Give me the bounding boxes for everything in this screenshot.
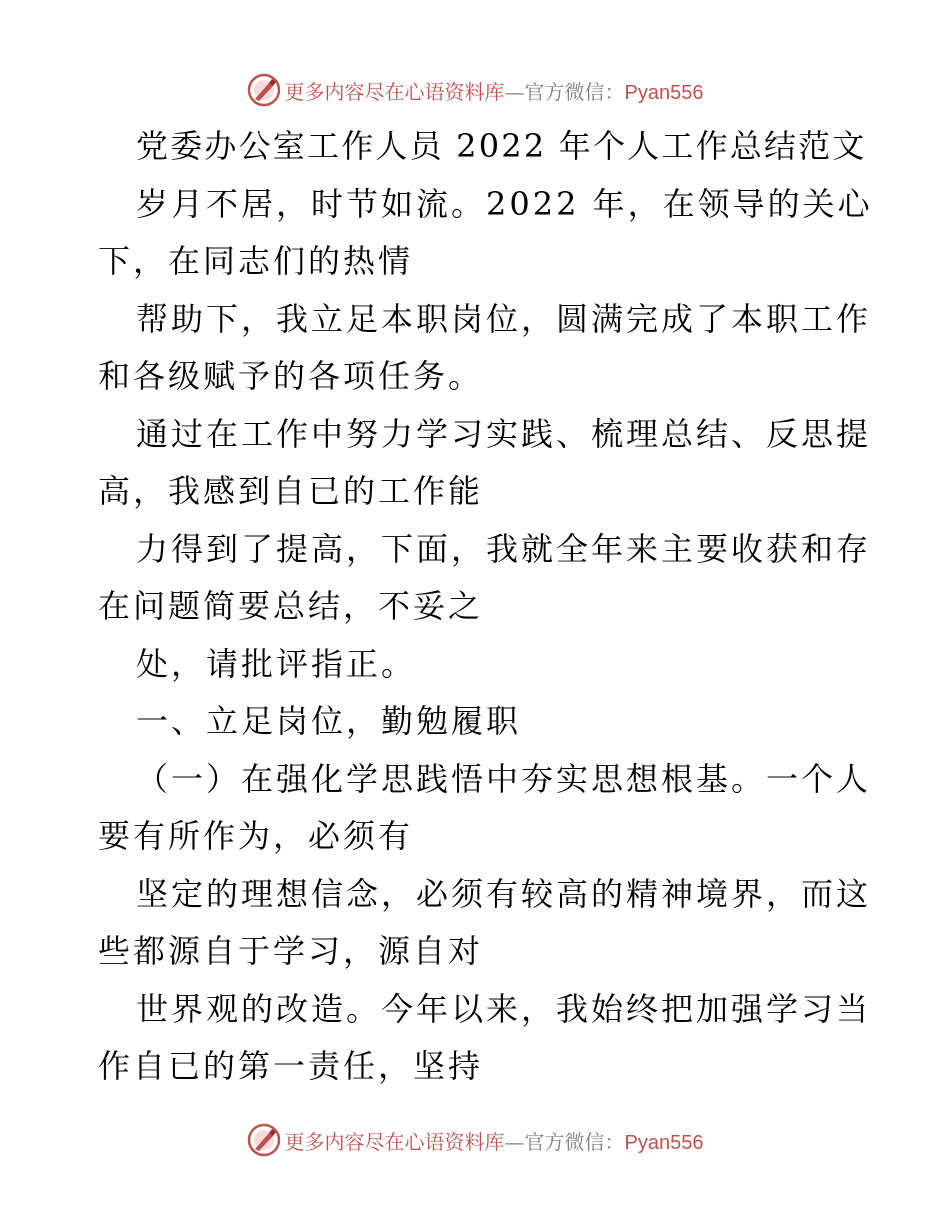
paragraph-line: 下，在同志们的热情 bbox=[98, 242, 414, 280]
paragraph-line: 世界观的改造。今年以来，我始终把加强学习当 bbox=[136, 989, 872, 1028]
paragraph-line: （一）在强化学思践悟中夯实思想根基。一个人 bbox=[136, 759, 872, 798]
paragraph-line: 通过在工作中努力学习实践、梳理总结、反思提 bbox=[136, 414, 872, 453]
section-heading: 一、立足岗位，勤勉履职 bbox=[136, 702, 522, 740]
paragraph-line: 坚定的理想信念，必须有较高的精神境界，而这 bbox=[136, 874, 872, 913]
pen-logo-icon bbox=[247, 73, 281, 107]
document-title: 党委办公室工作人员 2022 年个人工作总结范文 bbox=[136, 127, 867, 165]
paragraph-line: 高，我感到自已的工作能 bbox=[98, 472, 484, 510]
watermark-text: 更多内容尽在心语资料库—官方微信：Pyan556 bbox=[284, 79, 704, 104]
paragraph-line: 力得到了提高，下面，我就全年来主要收获和存 bbox=[136, 529, 872, 568]
paragraph-line: 要有所作为，必须有 bbox=[98, 817, 414, 855]
paragraph-line: 和各级赋予的各项任务。 bbox=[98, 357, 484, 395]
paragraph-line: 在问题简要总结，不妥之 bbox=[98, 587, 484, 625]
paragraph-line: 处，请批评指正。 bbox=[136, 644, 417, 683]
watermark-banner-bottom bbox=[0, 1120, 950, 1160]
paragraph-line: 岁月不居，时节如流。2022 年，在领导的关心 bbox=[136, 184, 873, 223]
paragraph-line: 帮助下，我立足本职岗位，圆满完成了本职工作 bbox=[136, 299, 872, 338]
paragraph-line: 作自已的第一责任，坚持 bbox=[98, 1047, 484, 1085]
watermark-banner-top bbox=[0, 70, 950, 110]
document-body bbox=[98, 118, 873, 1096]
watermark-text: 更多内容尽在心语资料库—官方微信：Pyan556 bbox=[284, 1129, 704, 1154]
pen-logo-icon bbox=[247, 1123, 281, 1157]
paragraph-line: 些都源自于学习，源自对 bbox=[98, 932, 484, 970]
